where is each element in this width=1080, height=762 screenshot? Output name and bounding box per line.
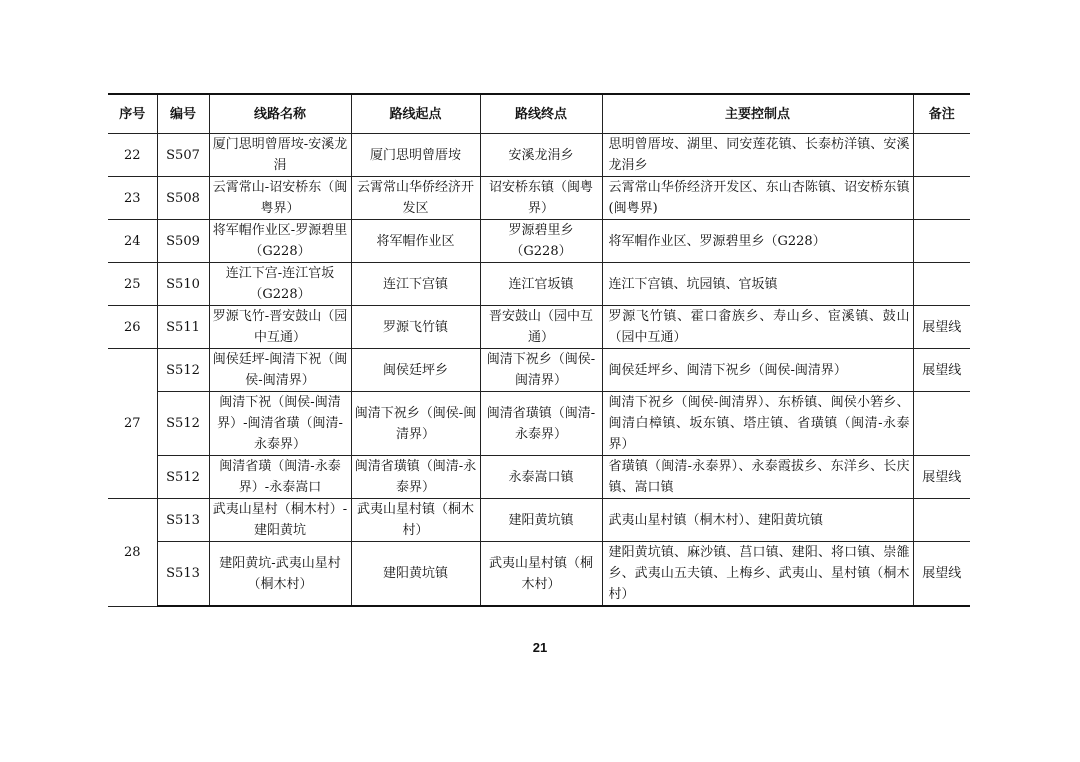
cell-code: S512 <box>157 392 209 456</box>
table-row <box>108 134 970 177</box>
cell-name: 闽清省璜（闽清-永泰界）-永泰嵩口 <box>209 456 351 499</box>
cell-note <box>913 263 970 306</box>
header-end: 路线终点 <box>480 94 602 134</box>
cell-seq: 26 <box>108 306 157 349</box>
cell-control: 罗源飞竹镇、霍口畲族乡、寿山乡、宦溪镇、鼓山（园中互通） <box>602 306 913 349</box>
cell-name: 武夷山星村（桐木村）-建阳黄坑 <box>209 499 351 542</box>
cell-seq: 22 <box>108 134 157 177</box>
cell-note <box>913 392 970 456</box>
cell-note <box>913 220 970 263</box>
cell-code: S512 <box>157 456 209 499</box>
cell-start: 连江下宫镇 <box>351 263 480 306</box>
cell-code: S513 <box>157 542 209 607</box>
cell-note: 展望线 <box>913 306 970 349</box>
cell-end: 诏安桥东镇（闽粤界） <box>480 177 602 220</box>
header-start: 路线起点 <box>351 94 480 134</box>
table-row <box>108 349 970 392</box>
cell-start: 武夷山星村镇（桐木村） <box>351 499 480 542</box>
table-row <box>108 177 970 220</box>
cell-name: 连江下宫-连江官坂（G228） <box>209 263 351 306</box>
cell-control: 将军帽作业区、罗源碧里乡（G228） <box>602 220 913 263</box>
cell-end: 闽清下祝乡（闽侯-闽清界） <box>480 349 602 392</box>
cell-start: 厦门思明曾厝垵 <box>351 134 480 177</box>
cell-code: S513 <box>157 499 209 542</box>
cell-code: S510 <box>157 263 209 306</box>
cell-start: 将军帽作业区 <box>351 220 480 263</box>
route-table <box>108 93 970 607</box>
table-row <box>108 499 970 542</box>
cell-start: 云霄常山华侨经济开发区 <box>351 177 480 220</box>
cell-note <box>913 499 970 542</box>
cell-code: S507 <box>157 134 209 177</box>
cell-end: 罗源碧里乡（G228） <box>480 220 602 263</box>
table-row <box>108 263 970 306</box>
page-number: 21 <box>532 640 548 655</box>
header-code: 编号 <box>157 94 209 134</box>
cell-code: S512 <box>157 349 209 392</box>
cell-start: 闽侯廷坪乡 <box>351 349 480 392</box>
cell-end: 安溪龙涓乡 <box>480 134 602 177</box>
cell-end: 晋安鼓山（园中互通） <box>480 306 602 349</box>
cell-name: 建阳黄坑-武夷山星村（桐木村） <box>209 542 351 607</box>
cell-control: 连江下宫镇、坑园镇、官坂镇 <box>602 263 913 306</box>
cell-name: 罗源飞竹-晋安鼓山（园中互通） <box>209 306 351 349</box>
cell-note: 展望线 <box>913 349 970 392</box>
cell-note <box>913 134 970 177</box>
cell-start: 罗源飞竹镇 <box>351 306 480 349</box>
table-header-row <box>108 94 970 134</box>
cell-seq: 25 <box>108 263 157 306</box>
cell-start: 闽清下祝乡（闽侯-闽清界） <box>351 392 480 456</box>
header-name: 线路名称 <box>209 94 351 134</box>
cell-note <box>913 177 970 220</box>
cell-note: 展望线 <box>913 456 970 499</box>
cell-name: 云霄常山-诏安桥东（闽粤界） <box>209 177 351 220</box>
cell-code: S508 <box>157 177 209 220</box>
cell-start: 闽清省璜镇（闽清-永泰界） <box>351 456 480 499</box>
cell-seq: 27 <box>108 349 157 499</box>
header-control: 主要控制点 <box>602 94 913 134</box>
cell-name: 闽侯廷坪-闽清下祝（闽侯-闽清界） <box>209 349 351 392</box>
cell-control: 建阳黄坑镇、麻沙镇、莒口镇、建阳、将口镇、崇雒乡、武夷山五夫镇、上梅乡、武夷山、星村镇（桐木村） <box>602 542 913 607</box>
cell-end: 武夷山星村镇（桐木村） <box>480 542 602 607</box>
table-row <box>108 392 970 456</box>
cell-end: 建阳黄坑镇 <box>480 499 602 542</box>
cell-seq: 23 <box>108 177 157 220</box>
table-row <box>108 456 970 499</box>
cell-seq: 28 <box>108 499 157 607</box>
cell-end: 连江官坂镇 <box>480 263 602 306</box>
cell-control: 闽侯廷坪乡、闽清下祝乡（闽侯-闽清界） <box>602 349 913 392</box>
table-row <box>108 542 970 607</box>
cell-name: 闽清下祝（闽侯-闽清界）-闽清省璜（闽清-永泰界） <box>209 392 351 456</box>
cell-control: 武夷山星村镇（桐木村）、建阳黄坑镇 <box>602 499 913 542</box>
header-seq: 序号 <box>108 94 157 134</box>
cell-control: 省璜镇（闽清-永泰界）、永泰霞拔乡、东洋乡、长庆镇、嵩口镇 <box>602 456 913 499</box>
cell-start: 建阳黄坑镇 <box>351 542 480 607</box>
table-row <box>108 306 970 349</box>
table-row <box>108 220 970 263</box>
cell-control: 思明曾厝垵、湖里、同安莲花镇、长泰枋洋镇、安溪龙涓乡 <box>602 134 913 177</box>
cell-end: 闽清省璜镇（闽清-永泰界） <box>480 392 602 456</box>
cell-name: 将军帽作业区-罗源碧里（G228） <box>209 220 351 263</box>
cell-control: 云霄常山华侨经济开发区、东山杏陈镇、诏安桥东镇(闽粤界) <box>602 177 913 220</box>
cell-control: 闽清下祝乡（闽侯-闽清界）、东桥镇、闽侯小箬乡、闽清白樟镇、坂东镇、塔庄镇、省璜镇（闽清-永泰界） <box>602 392 913 456</box>
cell-seq: 24 <box>108 220 157 263</box>
cell-note: 展望线 <box>913 542 970 607</box>
cell-code: S511 <box>157 306 209 349</box>
cell-name: 厦门思明曾厝垵-安溪龙涓 <box>209 134 351 177</box>
cell-end: 永泰嵩口镇 <box>480 456 602 499</box>
cell-code: S509 <box>157 220 209 263</box>
header-note: 备注 <box>913 94 970 134</box>
